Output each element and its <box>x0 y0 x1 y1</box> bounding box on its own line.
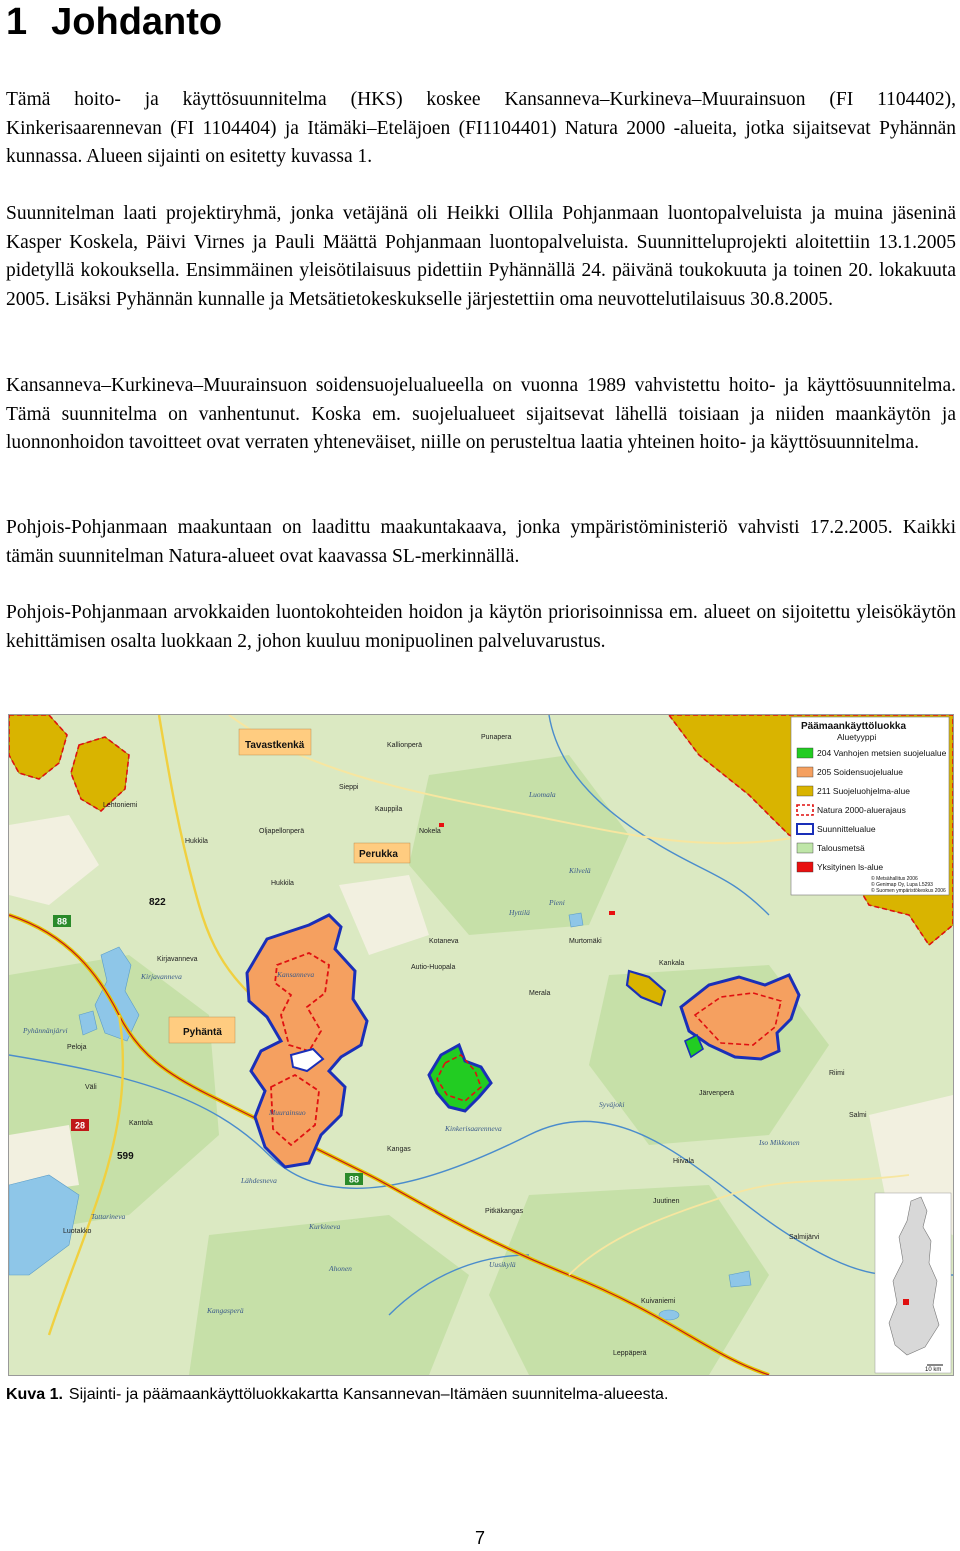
place-hyttila: Hyttilä <box>509 908 530 917</box>
paragraph-regional-plan: Pohjois-Pohjanmaan maakuntaan on laadittu maakuntakaava, jonka ympäristöministeriö vahvisti 17.2.2005. Kaikki tämän suunnitelman Natura-alueet ovat kaavassa SL-merkinnällä. <box>6 517 956 567</box>
place-lehtoniemi: Lehtoniemi <box>103 802 138 809</box>
legend-title: Päämaankäyttöluokka <box>801 721 907 732</box>
place-leppapera: Leppäperä <box>613 1350 647 1357</box>
place-kantola: Kantola <box>129 1120 153 1127</box>
place-punapera: Punapera <box>481 734 512 741</box>
place-kinkerisaarenneva: Kinkerisaarenneva <box>445 1124 502 1133</box>
place-hiivala: Hiivala <box>673 1158 695 1165</box>
place-oljapellonpera: Oljapellonperä <box>259 828 305 835</box>
legend-label-205: 205 Soidensuojelualue <box>817 767 904 777</box>
place-rimmi: Riimi <box>829 1070 845 1077</box>
place-jarvenpera: Järvenperä <box>699 1090 735 1097</box>
legend-swatch-yksityinen <box>797 862 813 872</box>
place-hukkila: Hukkila <box>185 838 208 845</box>
place-pyhannanjarvi: Pyhännänjärvi <box>23 1026 68 1035</box>
place-kangaspera: Kangasperä <box>207 1306 244 1315</box>
road-label-822 <box>149 897 166 908</box>
section-heading <box>6 0 222 44</box>
place-murtomaki: Murtomäki <box>569 938 602 945</box>
place-kurkineva: Kurkineva <box>309 1222 341 1231</box>
finland-inset-map <box>875 1193 951 1373</box>
caption-label: Kuva 1. <box>6 1386 63 1403</box>
legend-label-yksityinen: Yksityinen ls-alue <box>817 862 884 872</box>
place-pelloja: Peloja <box>67 1044 87 1051</box>
road-822-label: 822 <box>149 897 166 908</box>
town-label-perukka: Perukka <box>359 849 398 860</box>
scale-label: 10 km <box>925 1367 942 1373</box>
place-kangas: Kangas <box>387 1146 411 1153</box>
place-kilvela: Kilvelä <box>569 866 591 875</box>
place-uusi: Uusikylä <box>489 1260 516 1269</box>
paragraph-priority: Pohjois-Pohjanmaan arvokkaiden luontokohteiden hoidon ja käytön priorisoinnissa em. alueet on sijoitettu yleisökäytön kehittämisen osalta luokkaan 2, johon kuuluu monipuolinen palveluvarustus. <box>6 602 956 652</box>
place-lehdesneva: Lähdesneva <box>241 1176 277 1185</box>
place-ahonen: Ahonen <box>329 1264 352 1273</box>
place-merala: Merala <box>529 990 551 997</box>
place-kallionpera: Kallionperä <box>387 742 423 749</box>
place-hukkila2: Hukkila <box>271 880 294 887</box>
place-kansanneva: Kansanneva <box>277 970 315 979</box>
legend-swatch-204 <box>797 748 813 758</box>
road-88b-label: 88 <box>348 1174 360 1185</box>
road-shield-88b <box>345 1173 363 1185</box>
place-juutinen: Juutinen <box>653 1198 680 1205</box>
place-pieni: Pieni <box>549 898 565 907</box>
paragraph-previous-plan: Kansanneva–Kurkineva–Muurainsuon soidensuojelualueella on vuonna 1989 vahvistettu hoito- ja käyttösuunnitelma. Tämä suunnitelma on vanhentunut. Koska em. suojelualueet sijaitsevat lähellä toisiaan ja niiden maankäytön ja luonnonhoidon tavoitteet ovat verraten yhteneväiset, niille on perusteltua laatia yhteinen hoito- ja käyttösuunnitelma. <box>6 375 956 453</box>
place-salmijarvi: Salmijärvi <box>789 1234 820 1241</box>
road-shield-28 <box>71 1119 89 1131</box>
legend-credit-2: © Genimap Oy, Lupa L5293 <box>871 882 933 888</box>
legend-label-211: 211 Suojeluohjelma-alue <box>817 786 910 796</box>
place-sieppi: Sieppi <box>339 784 359 791</box>
section-number: 1 <box>6 1 28 43</box>
legend-swatch-211 <box>797 786 813 796</box>
place-luotakko: Luotakko <box>63 1228 92 1235</box>
place-kankala: Kankala <box>659 960 685 967</box>
place-syvajoki: Syväjoki <box>599 1100 625 1109</box>
legend-label-suunnittelualue: Suunnittelualue <box>817 824 876 834</box>
place-salmi: Salmi <box>849 1112 867 1119</box>
place-kotaneva: Kotaneva <box>429 938 459 945</box>
place-kirjavanneva: Kirjavanneva <box>157 956 198 963</box>
road-28-label: 28 <box>74 1120 86 1131</box>
place-kirjavanneva2: Kirjavanneva <box>141 972 182 981</box>
place-vaali: Väli <box>85 1084 97 1091</box>
legend-swatch-talousmetsa <box>797 843 813 853</box>
road-599-label: 599 <box>117 1151 134 1162</box>
legend-subtitle: Aluetyyppi <box>837 732 877 742</box>
place-pitkakangas: Pitkäkangas <box>485 1208 524 1215</box>
legend-swatch-205 <box>797 767 813 777</box>
road-label-599 <box>117 1151 134 1162</box>
place-isomaki: Iso Mikkonen <box>759 1138 800 1147</box>
paragraph-project-group: Suunnitelman laati projektiryhmä, jonka vetäjänä oli Heikki Ollila Pohjanmaan luontopalveluista ja muina jäseninä Kasper Koskela, Päivi Virnes ja Pauli Määttä Pohjanmaan luontopalveluista. Suunnitteluprojekti aloitettiin 13.1.2005 pidetyllä kokouksella. Ensimmäinen yleisötilaisuus pidettiin Pyhännällä 24. päivänä toukokuuta ja toinen 20. lokakuuta 2005. Lisäksi Pyhännän kunnalle ja Metsätietokeskukselle järjestettiin oma neuvottelutilaisuus 30.8.2005. <box>6 203 956 310</box>
section-title: Johdanto <box>51 1 223 43</box>
legend-label-204: 204 Vanhojen metsien suojelualue <box>817 748 947 758</box>
place-tattarineva: Tattarineva <box>91 1212 126 1221</box>
road-88a-label: 88 <box>56 916 68 927</box>
location-marker <box>903 1299 909 1305</box>
legend-credit-3: © Suomen ympäristökeskus 2006 <box>871 888 946 894</box>
map-legend <box>791 717 949 895</box>
legend-label-natura: Natura 2000-aluerajaus <box>817 805 906 815</box>
caption-text: Sijainti- ja päämaankäyttöluokkakartta Kansannevan–Itämäen suunnitelma-alueesta. <box>68 1386 669 1403</box>
place-nokela: Nokela <box>419 828 441 835</box>
place-autio: Autio-Huopala <box>411 964 456 971</box>
page-number: 7 <box>474 1528 485 1548</box>
place-kauppila: Kauppila <box>375 806 403 813</box>
figure-caption <box>6 1384 668 1406</box>
legend-label-talousmetsa: Talousmetsä <box>817 843 865 853</box>
town-label-pyhanta: Pyhäntä <box>183 1027 222 1038</box>
legend-credit-1: © Metsähallitus 2006 <box>871 876 918 882</box>
place-muurainsuo: Muurainsuo <box>269 1108 306 1117</box>
location-map <box>8 714 954 1376</box>
road-shield-88a <box>53 915 71 927</box>
paragraph-intro: Tämä hoito- ja käyttösuunnitelma (HKS) koskee Kansanneva–Kurkineva–Muurainsuon (FI 1104402), Kinkerisaarennevan (FI 1104404) ja Itämäki–Eteläjoen (FI1104401) Natura 2000 -alueita, jotka sijaitsevat Pyhännän kunnassa. Alueen sijainti on esitetty kuvassa 1. <box>6 89 956 167</box>
town-label-tavastkenka: Tavastkenkä <box>245 740 305 751</box>
map-canvas <box>9 715 953 1375</box>
place-luoma: Luomala <box>529 790 556 799</box>
place-kuivaniemi: Kuivaniemi <box>641 1298 676 1305</box>
